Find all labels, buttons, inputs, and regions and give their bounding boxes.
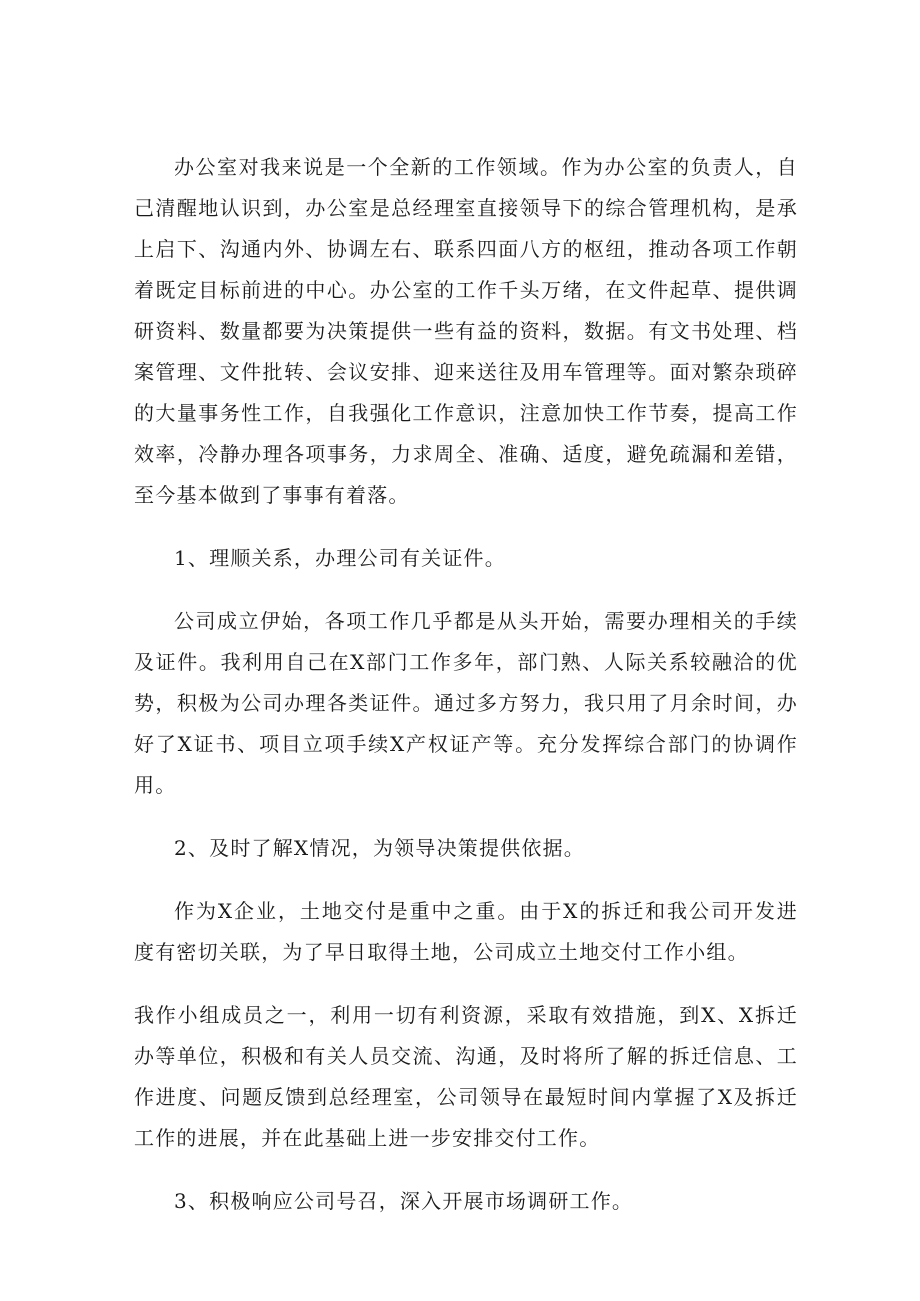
section-heading-1: 1、理顺关系，办理公司有关证件。	[174, 546, 506, 570]
section-2-paragraph-1: 作为X企业，土地交付是重中之重。由于X的拆迁和我公司开发进度有密切关联，为了早日取得土地，公司成立土地交付工作小组。	[134, 899, 798, 964]
document-body	[134, 147, 798, 1244]
section-1-paragraph: 公司成立伊始，各项工作几乎都是从头开始，需要办理相关的手续及证件。我利用自己在X部门工作多年，部门熟、人际关系较融洽的优势，积极为公司办理各类证件。通过多方努力，我只用了月余时间，办好了X证书、项目立项手续X产权证产等。充分发挥综合部门的协调作用。	[134, 609, 798, 797]
intro-paragraph: 办公室对我来说是一个全新的工作领域。作为办公室的负责人，自己清醒地认识到，办公室是总经理室直接领导下的综合管理机构，是承上启下、沟通内外、协调左右、联系四面八方的枢纽，推动各项工作朝着既定目标前进的中心。办公室的工作千头万绪，在文件起草、提供调研资料、数量都要为决策提供一些有益的资料，数据。有文书处理、档案管理、文件批转、会议安排、迎来送往及用车管理等。面对繁杂琐碎的大量事务性工作，自我强化工作意识，注意加快工作节奏，提高工作效率，冷静办理各项事务，力求周全、准确、适度，避免疏漏和差错，至今基本做到了事事有着落。	[134, 155, 798, 507]
section-heading-2: 2、及时了解X情况，为领导决策提供依据。	[174, 836, 585, 860]
section-heading-3: 3、积极响应公司号召，深入开展市场调研工作。	[174, 1189, 634, 1213]
section-2-paragraph-2: 我作小组成员之一，利用一切有利资源，采取有效措施，到X、X拆迁办等单位，积极和有关人员交流、沟通，及时将所了解的拆迁信息、工作进度、问题反馈到总经理室，公司领导在最短时间内掌握了X及拆迁工作的进展，并在此基础上进一步安排交付工作。	[134, 1003, 798, 1150]
